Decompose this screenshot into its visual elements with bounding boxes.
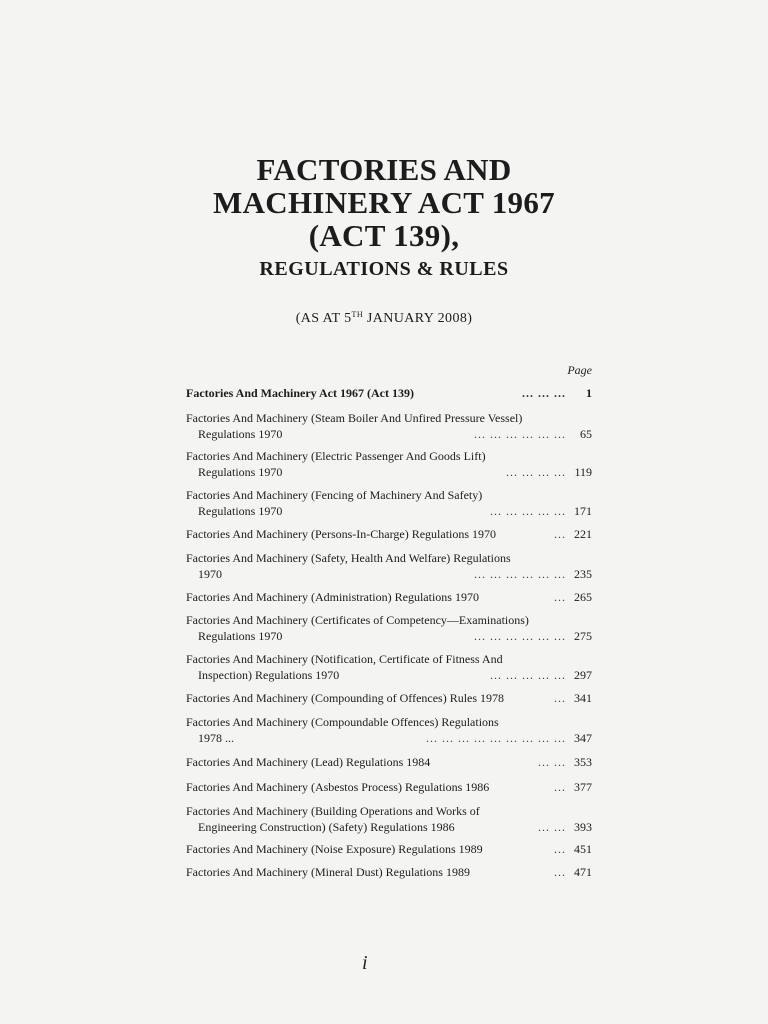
- toc-entry-line: [186, 690, 592, 706]
- toc-entry-line: [186, 864, 592, 880]
- toc-page-number: 471: [574, 865, 592, 879]
- toc-page-number: 1: [586, 386, 592, 400]
- toc-entry-text: Regulations 1970: [198, 427, 283, 441]
- toc-leader-dots: ...: [554, 691, 566, 705]
- toc-entry: [186, 754, 592, 770]
- toc-entry-text: Factories And Machinery (Persons-In-Charge) Regulations 1970: [186, 527, 497, 541]
- toc-entry-text: 1978 ...: [198, 731, 234, 745]
- toc-page-number: 119: [574, 465, 592, 479]
- toc-page-number: 171: [574, 504, 592, 518]
- toc-entry-text: Factories And Machinery (Safety, Health And Welfare) Regulations: [186, 551, 511, 565]
- toc-leader-dots: ... ... ...: [522, 386, 566, 400]
- toc-leader-dots: ...: [554, 865, 566, 879]
- toc-entry-text: Inspection) Regulations 1970: [198, 668, 340, 682]
- title-line-3: (ACT 139),: [308, 218, 460, 253]
- toc-entry: [186, 526, 592, 542]
- toc-entry-line: [186, 566, 592, 582]
- toc-page-number: 221: [574, 527, 592, 541]
- page-column-heading: Page: [567, 363, 592, 377]
- toc-entry-line: [186, 754, 592, 770]
- toc-entry-line: [186, 503, 592, 519]
- toc-entry-text: Factories And Machinery Act 1967 (Act 139): [186, 386, 414, 400]
- toc-leader-dots: ...: [554, 780, 566, 794]
- toc-entry-text: Regulations 1970: [198, 465, 283, 479]
- toc-entry-line: [186, 714, 592, 730]
- toc-entry-text: Factories And Machinery (Steam Boiler And Unfired Pressure Vessel): [186, 411, 523, 425]
- toc-entry-text: Regulations 1970: [198, 504, 283, 518]
- toc-entry-text: Factories And Machinery (Fencing of Machinery And Safety): [186, 488, 483, 502]
- toc-entry-text: Factories And Machinery (Compounding of Offences) Rules 1978: [186, 691, 505, 705]
- toc-page-number: 451: [574, 842, 592, 856]
- toc-entry-text: Factories And Machinery (Building Operations and Works of: [186, 804, 480, 818]
- toc-leader-dots: ...: [554, 527, 566, 541]
- toc-leader-dots: ... ... ... ...: [506, 465, 566, 479]
- toc-entry: [186, 589, 592, 605]
- toc-page-number: 393: [574, 820, 592, 834]
- toc-entry-text: Factories And Machinery (Certificates of Competency—Examinations): [186, 613, 529, 627]
- toc-entry: [186, 612, 592, 644]
- toc-page-number: 353: [574, 755, 592, 769]
- as-at-superscript: TH: [351, 310, 363, 319]
- toc-entry: [186, 779, 592, 795]
- toc-page-number: 275: [574, 629, 592, 643]
- toc-entry-line: [186, 779, 592, 795]
- toc-page-number: 347: [574, 731, 592, 745]
- toc-entry-line: [186, 628, 592, 644]
- toc-page-number: 377: [574, 780, 592, 794]
- toc-entry-line: [186, 526, 592, 542]
- toc-entry-text: Factories And Machinery (Asbestos Process) Regulations 1986: [186, 780, 490, 794]
- toc-entry-line: [186, 464, 592, 480]
- toc-entry: [186, 448, 592, 480]
- page-folio: i: [362, 952, 368, 974]
- toc-page-number: 297: [574, 668, 592, 682]
- toc-entry-text: Factories And Machinery (Administration) Regulations 1970: [186, 590, 479, 604]
- title-line-2: MACHINERY ACT 1967: [213, 185, 555, 220]
- toc-leader-dots: ... ... ... ... ... ... ... ... ...: [426, 731, 566, 745]
- toc-leader-dots: ... ... ... ... ... ...: [474, 567, 566, 581]
- toc-entry-text: Factories And Machinery (Lead) Regulations 1984: [186, 755, 431, 769]
- toc-leader-dots: ...: [554, 842, 566, 856]
- as-at-prefix: (AS AT 5: [295, 311, 352, 326]
- toc-entry-line: [186, 612, 592, 628]
- toc-page-number: 265: [574, 590, 592, 604]
- toc-leader-dots: ... ... ... ... ...: [490, 668, 566, 682]
- toc-entry-line: [186, 448, 592, 464]
- toc-page-number: 235: [574, 567, 592, 581]
- toc-entry: [186, 714, 592, 746]
- toc-page-number: 65: [580, 427, 592, 441]
- title-line-1: FACTORIES AND: [256, 152, 512, 187]
- toc-entry-text: Engineering Construction) (Safety) Regulations 1986: [198, 820, 455, 834]
- toc-leader-dots: ... ...: [538, 755, 566, 769]
- toc-entry-line: [186, 385, 592, 401]
- toc-leader-dots: ... ...: [538, 820, 566, 834]
- toc-entry-text: Factories And Machinery (Electric Passenger And Goods Lift): [186, 449, 486, 463]
- toc-entry: [186, 385, 592, 401]
- toc-entry-line: [186, 730, 592, 746]
- toc-entry-line: [186, 426, 592, 442]
- toc-entry-text: Factories And Machinery (Notification, Certificate of Fitness And: [186, 652, 503, 666]
- toc-entry-line: [186, 651, 592, 667]
- as-at-date: [0, 310, 768, 327]
- as-at-suffix: JANUARY 2008): [363, 311, 473, 326]
- toc-entry: [186, 550, 592, 582]
- toc-entry: [186, 841, 592, 857]
- toc-leader-dots: ... ... ... ... ...: [490, 504, 566, 518]
- toc-page-number: 341: [574, 691, 592, 705]
- toc-entry: [186, 803, 592, 835]
- toc-entry-text: Factories And Machinery (Compoundable Offences) Regulations: [186, 715, 499, 729]
- toc-leader-dots: ... ... ... ... ... ...: [474, 427, 566, 441]
- toc-leader-dots: ... ... ... ... ... ...: [474, 629, 566, 643]
- toc-leader-dots: ...: [554, 590, 566, 604]
- toc-entry: [186, 651, 592, 683]
- toc-entry-text: Regulations 1970: [198, 629, 283, 643]
- toc-entry-line: [186, 667, 592, 683]
- toc-entry-line: [186, 550, 592, 566]
- toc-entry-line: [186, 803, 592, 819]
- toc-entry-text: 1970: [198, 567, 222, 581]
- toc-entry-line: [186, 589, 592, 605]
- toc-entry: [186, 410, 592, 442]
- toc-entry-line: [186, 819, 592, 835]
- toc-entry-text: Factories And Machinery (Mineral Dust) Regulations 1989: [186, 865, 470, 879]
- toc-entry-text: Factories And Machinery (Noise Exposure) Regulations 1989: [186, 842, 483, 856]
- toc-entry: [186, 487, 592, 519]
- toc-entry-line: [186, 410, 592, 426]
- toc-entry-line: [186, 841, 592, 857]
- toc-entry: [186, 864, 592, 880]
- subtitle: REGULATIONS & RULES: [259, 258, 509, 280]
- toc-entry-line: [186, 487, 592, 503]
- toc-entry: [186, 690, 592, 706]
